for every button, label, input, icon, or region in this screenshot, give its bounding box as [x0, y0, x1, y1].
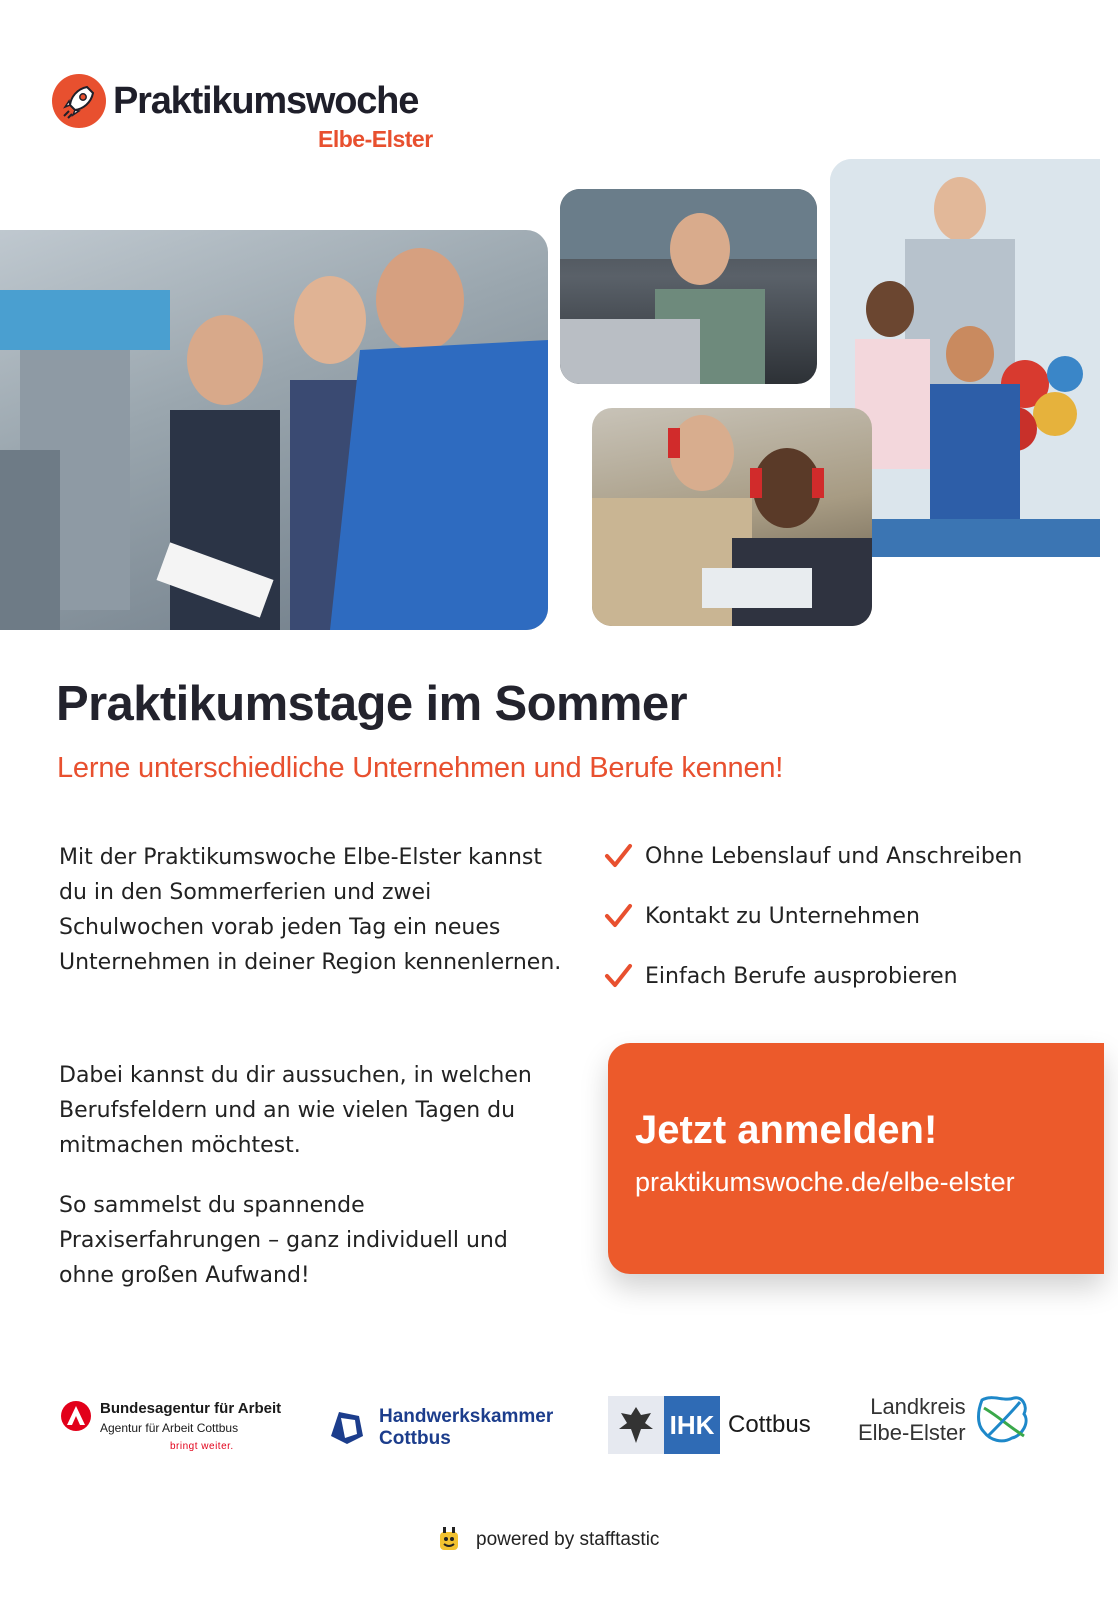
cta-url-link[interactable]: praktikumswoche.de/elbe-elster: [635, 1167, 1015, 1197]
check-item: [603, 898, 920, 934]
landkreis-logo: [858, 1392, 1032, 1448]
handwerkskammer-logo: [327, 1406, 553, 1450]
photo-technician: [592, 408, 872, 626]
page-subtitle: Lerne unterschiedliche Unternehmen und Berufe kennen!: [57, 752, 784, 784]
stafftastic-icon: [436, 1526, 462, 1554]
lk-line2: Elbe-Elster: [858, 1420, 966, 1445]
signup-cta[interactable]: [608, 1043, 1104, 1274]
ihk-city: Cottbus: [728, 1411, 811, 1438]
landkreis-map-icon: [974, 1392, 1032, 1448]
powered-text: powered by stafftastic: [476, 1529, 660, 1550]
ihk-logo: [608, 1396, 811, 1454]
logo-title: Praktikumswoche: [113, 80, 419, 122]
hwk-line1: Handwerkskammer: [379, 1406, 554, 1427]
logo-subtitle: Elbe-Elster: [318, 126, 433, 152]
photo-workshop: [0, 230, 548, 630]
checkmark-icon: [603, 841, 633, 871]
powered-by: [436, 1526, 659, 1554]
ba-name: Bundesagentur für Arbeit: [100, 1400, 282, 1417]
checkmark-icon: [603, 961, 633, 991]
ba-slogan: bringt weiter.: [170, 1441, 234, 1452]
ihk-badge: IHK: [664, 1396, 720, 1454]
bundesagentur-logo: [60, 1400, 281, 1452]
ba-sub: Agentur für Arbeit Cottbus: [100, 1421, 239, 1435]
check-label: Kontakt zu Unternehmen: [645, 903, 920, 929]
hwk-line2: Cottbus: [379, 1428, 451, 1449]
check-item: [603, 838, 1022, 874]
checkmark-icon: [603, 901, 633, 931]
photo-laptop: [560, 189, 817, 384]
rocket-icon: [52, 74, 106, 128]
check-label: Ohne Lebenslauf und Anschreiben: [645, 843, 1023, 869]
check-label: Einfach Berufe ausprobieren: [645, 963, 958, 989]
check-item: [603, 958, 958, 994]
eagle-icon: [608, 1396, 664, 1454]
benefit-paragraph: So sammelst du spannende Praxiserfahrungen – ganz individuell und ohne großen Aufwand!: [59, 1193, 508, 1288]
hwk-icon: [327, 1408, 367, 1448]
page-title: Praktikumstage im Sommer: [56, 677, 688, 731]
choice-paragraph: Dabei kannst du dir aussuchen, in welchen Berufsfeldern und an wie vielen Tagen du mitmachen möchtest.: [59, 1063, 532, 1158]
cta-title: Jetzt anmelden!: [635, 1108, 938, 1152]
lk-line1: Landkreis: [870, 1394, 966, 1419]
intro-paragraph: Mit der Praktikumswoche Elbe-Elster kannst du in den Sommerferien und zwei Schulwochen vorab jeden Tag ein neues Unternehmen in deiner Region kennenlernen.: [59, 845, 562, 975]
ba-icon: [60, 1400, 92, 1432]
